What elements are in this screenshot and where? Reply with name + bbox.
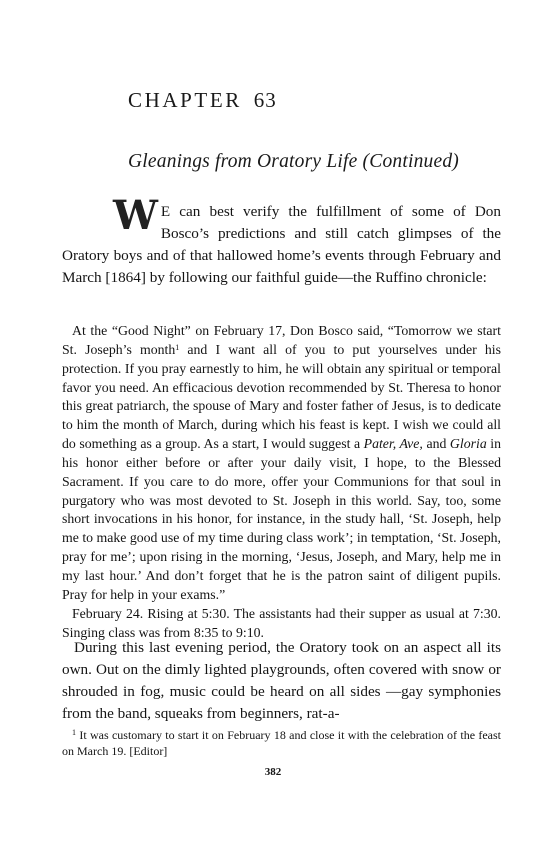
paragraph-text: At the “Good Night” on February 17, Don Bosco said, “Tomorrow we start St. Joseph’s month xyxy=(62,323,501,357)
chapter-heading xyxy=(128,88,277,113)
paragraph-text: and xyxy=(422,436,450,452)
lead-paragraph xyxy=(62,192,501,289)
body-text xyxy=(62,322,501,642)
paragraph-text: in his honor either before or after your daily visit, I hope, to the Blessed Sacrament. If you care to do more, offer your Communions for that soul in purgatory who was most devoted to St. Joseph in this world. Say, too, some short invocations in his honor, for instance, in the study hall, ‘St. Joseph, help me to make good use of my time during class work’; in temptation, ‘St. Joseph, pray for me’; upon rising in the morning, ‘Jesus, Joseph, and Mary, help me in my last hour.’ And don’t forget that he is the patron saint of diligent pupils. Pray for help in your exams.” xyxy=(62,436,502,602)
paragraph-text: and I want all of you to put yourselves under his protection. If you pray earnestly to him, he will obtain any spiritual or temporal favor you need. An efficacious devotion recommended by St. Theresa to honor this great patriarch, the spouse of Mary and foster father of Jesus, is to dedicate to him the month of March, during which his feast is kept. I wish we could all do something as a group. As a start, I would suggest a xyxy=(62,341,502,452)
prayer-name: Pater, Ave, xyxy=(363,436,423,452)
chapter-number: 63 xyxy=(253,88,277,112)
closing-paragraph xyxy=(62,637,501,725)
footnote-reference: 1 xyxy=(175,342,180,352)
drop-cap: W xyxy=(113,192,158,239)
footnote-mark: 1 xyxy=(72,728,76,737)
prayer-name: Gloria xyxy=(449,436,487,452)
page-number: 382 xyxy=(264,766,282,778)
chapter-title: Gleanings from Oratory Life (Continued) xyxy=(128,151,459,172)
chapter-label: CHAPTER xyxy=(128,88,242,112)
closing-text: During this last evening period, the Oratory took on an aspect all its own. Out on the dimly lighted playgrounds, often covered with snow or shrouded in fog, music could be heard on all sides —gay symphonies from the band, squeaks from beginners, rat-a- xyxy=(62,639,501,722)
good-night-paragraph xyxy=(62,322,501,605)
lead-text: E can best verify the fulfillment of some of Don Bosco’s predictions and still catch glimpses of the Oratory boys and of that hallowed home’s events through February and March [1864] by following our faithful guide—the Ruffino chronicle: xyxy=(62,203,501,286)
footnote-text: It was customary to start it on February 18 and close it with the celebration of the feast on March 19. [Editor] xyxy=(62,728,501,758)
diary-entry-paragraph: February 24. Rising at 5:30. The assistants had their supper as usual at 7:30. Singing class was from 8:35 to 9:10. xyxy=(62,605,501,640)
footnote xyxy=(62,728,501,759)
